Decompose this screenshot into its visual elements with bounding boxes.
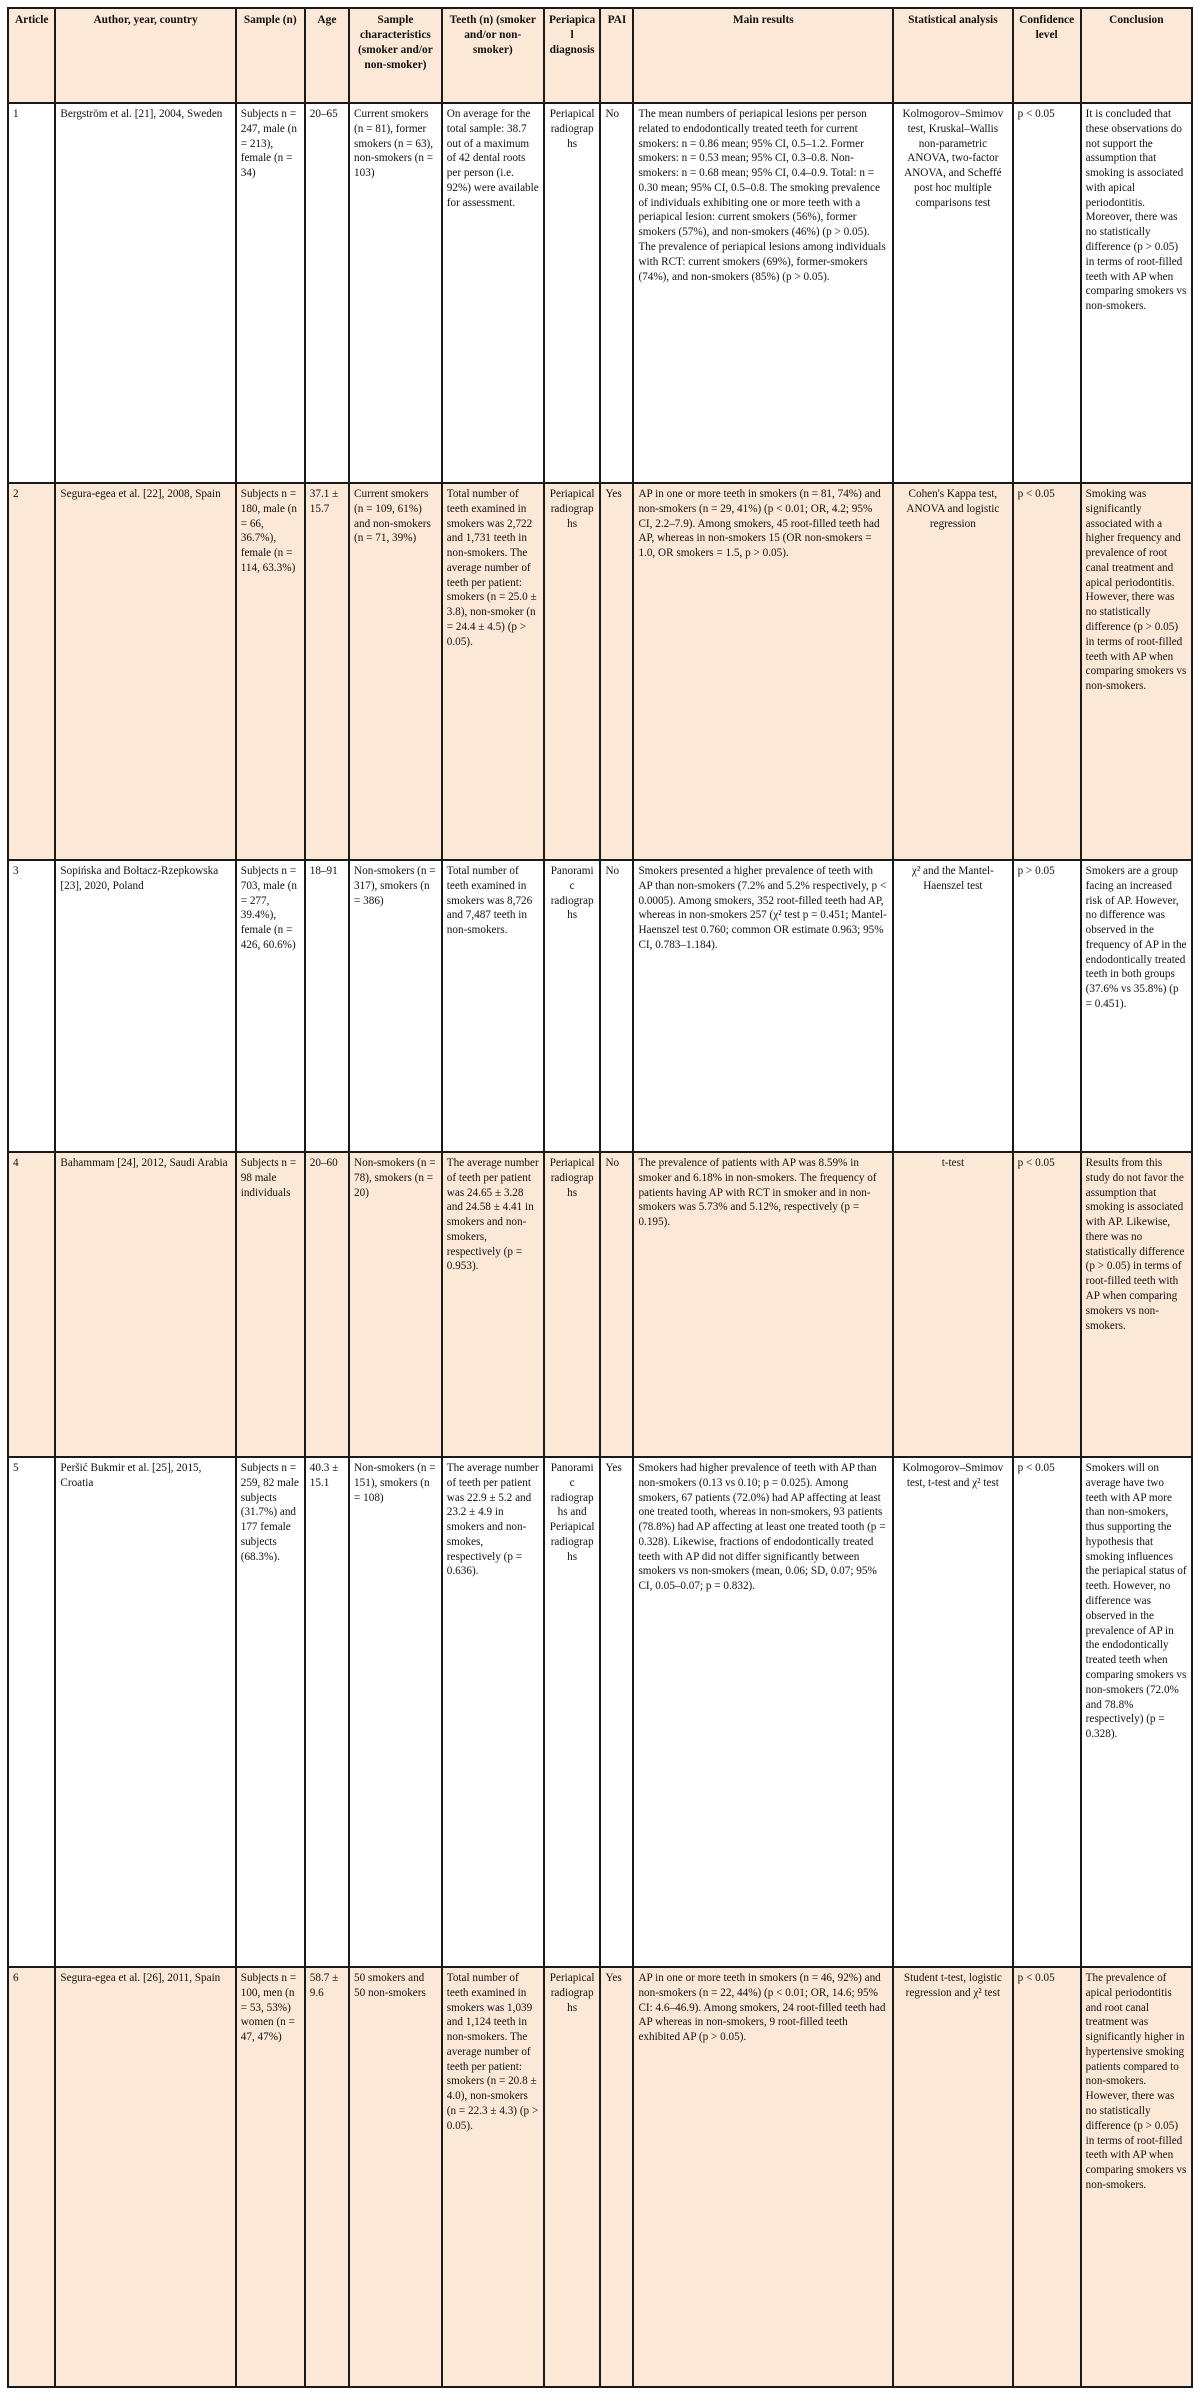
table-row (8, 860, 1192, 1152)
cell-confidence: p > 0.05 (1013, 860, 1081, 1152)
cell-sample: Subjects n = 247, male (n = 213), female (n = 34) (236, 103, 305, 483)
cell-diagnosis: Panoramic radiographs (544, 860, 601, 1152)
study-table-container (7, 7, 1193, 2388)
cell-sample: Subjects n = 100, men (n = 53, 53%) women (n = 47, 47%) (236, 1967, 305, 2387)
header-conclusion: Conclusion (1081, 8, 1192, 103)
cell-conclusion: Smokers will on average have two teeth with AP more than non-smokers, thus supporting the hypothesis that smoking influences the periapical status of teeth. However, no difference was observed in the prevalence of AP in the endodontically treated teeth when comparing smokers vs non-smokers (72.0% and 78.8% respectively) (p = 0.328). (1081, 1457, 1192, 1967)
cell-age: 58.7 ± 9.6 (305, 1967, 349, 2387)
cell-author: Bahammam [24], 2012, Saudi Arabia (55, 1152, 235, 1457)
table-row (8, 1967, 1192, 2387)
cell-confidence: p < 0.05 (1013, 103, 1081, 483)
cell-sample: Subjects n = 180, male (n = 66, 36.7%), female (n = 114, 63.3%) (236, 483, 305, 860)
cell-analysis: Student t-test, logistic regression and χ² test (893, 1967, 1013, 2387)
cell-conclusion: Smoking was significantly associated with a higher frequency and prevalence of root canal treatment and apical periodontitis. However, there was no statistically difference (p > 0.05) in terms of root-filled teeth with AP when comparing smokers vs non-smokers. (1081, 483, 1192, 860)
cell-analysis: Kolmogorov–Smimov test, t-test and χ² test (893, 1457, 1013, 1967)
cell-diagnosis: Periapical radiographs (544, 483, 601, 860)
cell-article: 4 (8, 1152, 55, 1457)
cell-analysis: Kolmogorov–Smimov test, Kruskal–Wallis non-parametric ANOVA, two-factor ANOVA, and Scheffé post hoc multiple comparisons test (893, 103, 1013, 483)
cell-results: AP in one or more teeth in smokers (n = 81, 74%) and non-smokers (n = 29, 41%) (p < 0.01; OR, 4.2; 95% CI, 2.2–7.9). Among smokers, 45 root-filled teeth had AP, whereas in non-smokers 15 (OR non-smokers = 1.0, OR smokers = 1.5, p > 0.05). (633, 483, 893, 860)
cell-teeth: On average for the total sample: 38.7 out of a maximum of 42 dental roots per person (i.e. 92%) were available for assessment. (442, 103, 544, 483)
cell-results: AP in one or more teeth in smokers (n = 46, 92%) and non-smokers (n = 22, 44%) (p < 0.01; OR, 14.6; 95% CI: 4.6–46.9). Among smokers, 24 root-filled teeth had AP whereas in non-smokers, 9 root-filled teeth exhibited AP (p > 0.05). (633, 1967, 893, 2387)
cell-author: Peršić Bukmir et al. [25], 2015, Croatia (55, 1457, 235, 1967)
cell-article: 1 (8, 103, 55, 483)
cell-analysis: t-test (893, 1152, 1013, 1457)
cell-analysis: Cohen's Kappa test, ANOVA and logistic regression (893, 483, 1013, 860)
cell-age: 18–91 (305, 860, 349, 1152)
header-author: Author, year, country (55, 8, 235, 103)
cell-teeth: The average number of teeth per patient was 22.9 ± 5.2 and 23.2 ± 4.9 in smokers and non-smokes, respectively (p = 0.636). (442, 1457, 544, 1967)
table-header-row (8, 8, 1192, 103)
header-characteristics: Sample characteristics (smoker and/or non-smoker) (349, 8, 442, 103)
header-confidence: Confidence level (1013, 8, 1081, 103)
cell-characteristics: Current smokers (n = 81), former smokers (n = 63), non-smokers (n = 103) (349, 103, 442, 483)
table-row (8, 103, 1192, 483)
cell-pai: Yes (600, 1967, 633, 2387)
cell-sample: Subjects n = 703, male (n = 277, 39.4%), female (n = 426, 60.6%) (236, 860, 305, 1152)
cell-conclusion: It is concluded that these observations do not support the assumption that smoking is associated with apical periodontitis. Moreover, there was no statistically difference (p > 0.05) in terms of root-filled teeth with AP when comparing smokers vs non-smokers. (1081, 103, 1192, 483)
cell-pai: Yes (600, 483, 633, 860)
cell-characteristics: Non-smokers (n = 317), smokers (n = 386) (349, 860, 442, 1152)
cell-characteristics: 50 smokers and 50 non-smokers (349, 1967, 442, 2387)
cell-pai: No (600, 1152, 633, 1457)
cell-characteristics: Current smokers (n = 109, 61%) and non-smokers (n = 71, 39%) (349, 483, 442, 860)
cell-age: 40.3 ± 15.1 (305, 1457, 349, 1967)
cell-confidence: p < 0.05 (1013, 1967, 1081, 2387)
cell-author: Bergström et al. [21], 2004, Sweden (55, 103, 235, 483)
cell-results: Smokers presented a higher prevalence of teeth with AP than non-smokers (7.2% and 5.2% respectively, p < 0.0005). Among smokers, 352 root-filled teeth had AP, whereas in non-smokers 257 (χ² test p = 0.451; Mantel-Haenszel test 0.760; common OR estimate 0.963; 95% CI, 0.783–1.184). (633, 860, 893, 1152)
cell-confidence: p < 0.05 (1013, 1152, 1081, 1457)
cell-characteristics: Non-smokers (n = 151), smokers (n = 108) (349, 1457, 442, 1967)
cell-author: Segura-egea et al. [26], 2011, Spain (55, 1967, 235, 2387)
cell-article: 6 (8, 1967, 55, 2387)
cell-diagnosis: Panoramic radiographs and Periapical radiographs (544, 1457, 601, 1967)
cell-diagnosis: Periapical radiographs (544, 103, 601, 483)
cell-pai: Yes (600, 1457, 633, 1967)
table-row (8, 483, 1192, 860)
cell-teeth: Total number of teeth examined in smokers was 2,722 and 1,731 teeth in non-smokers. The average number of teeth per patient: smokers (n = 25.0 ± 3.8), non-smoker (n = 24.4 ± 4.5) (p > 0.05). (442, 483, 544, 860)
cell-confidence: p < 0.05 (1013, 1457, 1081, 1967)
cell-diagnosis: Periapical radiographs (544, 1152, 601, 1457)
table-row (8, 1457, 1192, 1967)
cell-diagnosis: Periapical radiographs (544, 1967, 601, 2387)
cell-article: 3 (8, 860, 55, 1152)
cell-analysis: χ² and the Mantel-Haenszel test (893, 860, 1013, 1152)
table-row (8, 1152, 1192, 1457)
cell-results: Smokers had higher prevalence of teeth with AP than non-smokers (0.13 vs 0.10; p = 0.025). Among smokers, 67 patients (72.0%) had AP affecting at least one treated tooth, whereas in non-smokers, 93 patients (78.8%) had AP affecting at least one treated tooth (p = 0.328). Likewise, fractions of endodontically treated teeth with AP did not differ significantly between smokers vs non-smokers (mean, 0.06; SD, 0.07; 95% CI, 0.05–0.07; p = 0.832). (633, 1457, 893, 1967)
cell-age: 20–60 (305, 1152, 349, 1457)
cell-results: The prevalence of patients with AP was 8.59% in smoker and 6.18% in non-smokers. The frequency of patients having AP with RCT in smoker and in non-smokers was 5.73% and 5.12%, respectively (p = 0.195). (633, 1152, 893, 1457)
cell-confidence: p < 0.05 (1013, 483, 1081, 860)
header-results: Main results (633, 8, 893, 103)
header-article: Article (8, 8, 55, 103)
header-diagnosis: Periapical diagnosis (544, 8, 601, 103)
cell-sample: Subjects n = 98 male individuals (236, 1152, 305, 1457)
cell-author: Sopińska and Bołtacz-Rzepkowska [23], 2020, Poland (55, 860, 235, 1152)
cell-teeth: Total number of teeth examined in smokers was 8,726 and 7,487 teeth in non-smokers. (442, 860, 544, 1152)
cell-results: The mean numbers of periapical lesions per person related to endodontically treated teeth for current smokers: n = 0.86 mean; 95% CI, 0.5–1.2. Former smokers: n = 0.53 mean; 95% CI, 0.3–0.8. Non-smokers: n = 0.68 mean; 95% CI, 0.4–0.9. Total: n = 0.30 mean; 95% CI, 0.5–0.8. The smoking prevalence of individuals exhibiting one or more teeth with a periapical lesion: current smokers (56%), former smokers (57%), and non-smokers (46%) (p > 0.05). The prevalence of periapical lesions among individuals with RCT: current smokers (69%), former-smokers (74%), and non-smokers (85%) (p > 0.05). (633, 103, 893, 483)
header-analysis: Statistical analysis (893, 8, 1013, 103)
cell-conclusion: The prevalence of apical periodontitis and root canal treatment was significantly higher in hypertensive smoking patients compared to non-smokers. However, there was no statistically difference (p > 0.05) in terms of root-filled teeth with AP when comparing smokers vs non-smokers. (1081, 1967, 1192, 2387)
cell-characteristics: Non-smokers (n = 78), smokers (n = 20) (349, 1152, 442, 1457)
cell-conclusion: Smokers are a group facing an increased risk of AP. However, no difference was observed in the frequency of AP in the endodontically treated teeth in both groups (37.6% vs 35.8%) (p = 0.451). (1081, 860, 1192, 1152)
studies-table (7, 7, 1193, 2388)
header-pai: PAI (600, 8, 633, 103)
cell-article: 2 (8, 483, 55, 860)
cell-age: 20–65 (305, 103, 349, 483)
cell-sample: Subjects n = 259, 82 male subjects (31.7%) and 177 female subjects (68.3%). (236, 1457, 305, 1967)
cell-article: 5 (8, 1457, 55, 1967)
header-sample: Sample (n) (236, 8, 305, 103)
cell-pai: No (600, 103, 633, 483)
cell-conclusion: Results from this study do not favor the assumption that smoking is associated with AP. Likewise, there was no statistically difference (p > 0.05) in terms of root-filled teeth with AP when comparing smokers vs non-smokers. (1081, 1152, 1192, 1457)
cell-author: Segura-egea et al. [22], 2008, Spain (55, 483, 235, 860)
cell-pai: No (600, 860, 633, 1152)
header-teeth: Teeth (n) (smoker and/or non-smoker) (442, 8, 544, 103)
cell-teeth: The average number of teeth per patient was 24.65 ± 3.28 and 24.58 ± 4.41 in smokers and non-smokers, respectively (p = 0.953). (442, 1152, 544, 1457)
cell-age: 37.1 ± 15.7 (305, 483, 349, 860)
cell-teeth: Total number of teeth examined in smokers was 1,039 and 1,124 teeth in non-smokers. The average number of teeth per patient: smokers (n = 20.8 ± 4.0), non-smokers (n = 22.3 ± 4.3) (p > 0.05). (442, 1967, 544, 2387)
header-age: Age (305, 8, 349, 103)
